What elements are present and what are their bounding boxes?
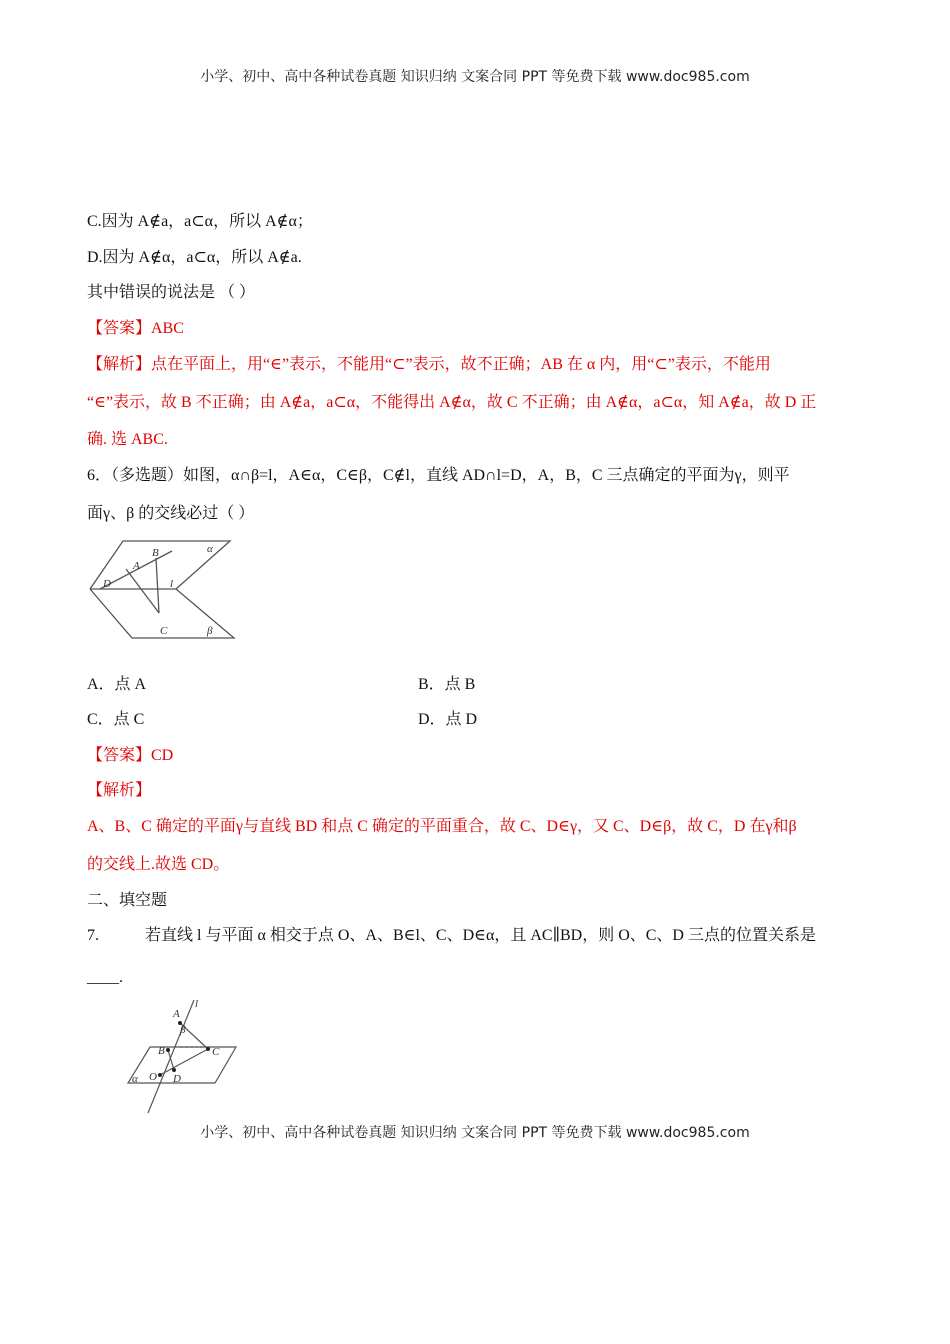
q6-answer: 【答案】CD bbox=[87, 747, 174, 764]
q6-option-b: B．点 B bbox=[418, 676, 476, 693]
q6-analysis-line: 的交线上.故选 CD。 bbox=[87, 856, 230, 873]
q7-plane-figure bbox=[120, 995, 245, 1115]
label-beta: β bbox=[180, 1024, 186, 1036]
q5-option-c: C.因为 A∉a，a⊂α，所以 A∉α； bbox=[87, 213, 313, 230]
q5-stem: 其中错误的说法是 （ ） bbox=[87, 284, 256, 301]
label-l: l bbox=[195, 998, 199, 1010]
q6-option-d: D．点 D bbox=[418, 711, 478, 728]
label-D: D bbox=[173, 1073, 181, 1085]
q5-analysis-line: 确. 选 ABC. bbox=[87, 431, 168, 448]
q7-stem: 若直线 l 与平面 α 相交于点 O、A、B∈l、C、D∈α，且 AC∥BD，则 O、C、D 三点的位置关系是 bbox=[145, 927, 816, 944]
q7-number: 7. bbox=[87, 927, 99, 944]
q6-analysis-line: A、B、C 确定的平面γ与直线 BD 和点 C 确定的平面重合，故 C、D∈γ，又 C、D∈β，故 C，D 在γ和β bbox=[87, 818, 797, 835]
q5-answer: 【答案】ABC bbox=[87, 320, 184, 337]
q5-analysis-line: 【解析】点在平面上，用“∈”表示，不能用“⊂”表示，故不正确；AB 在 α 内，用“⊂”表示，不能用 bbox=[87, 356, 771, 373]
q6-planes-figure bbox=[86, 538, 241, 644]
label-l: l bbox=[170, 578, 174, 590]
label-beta: β bbox=[207, 625, 213, 637]
label-D: D bbox=[103, 578, 111, 590]
label-O: O bbox=[149, 1071, 157, 1083]
q5-analysis-line: “∈”表示，故 B 不正确；由 A∉a，a⊂α，不能得出 A∉α，故 C 不正确；由 A∉α，a⊂α，知 A∉a，故 D 正 bbox=[87, 394, 817, 411]
label-alpha: α bbox=[207, 543, 213, 555]
label-alpha: α bbox=[132, 1073, 138, 1085]
q6-option-a: A．点 A bbox=[87, 676, 147, 693]
label-C: C bbox=[212, 1046, 220, 1058]
q6-stem-line: 6．（多选题）如图，α∩β=l，A∈α，C∈β，C∉l，直线 AD∩l=D，A，B，C 三点确定的平面为γ，则平 bbox=[87, 467, 790, 484]
q6-analysis-title: 【解析】 bbox=[87, 782, 152, 799]
q6-stem-line: 面γ、β 的交线必过（ ） bbox=[87, 505, 255, 522]
q6-option-c: C．点 C bbox=[87, 711, 145, 728]
q7-blank: ____. bbox=[87, 969, 123, 986]
label-B: B bbox=[152, 547, 159, 559]
q5-option-d: D.因为 A∉α，a⊂α，所以 A∉a. bbox=[87, 249, 302, 266]
label-B: B bbox=[158, 1045, 165, 1057]
section-heading: 二、填空题 bbox=[87, 892, 168, 909]
label-A: A bbox=[173, 1008, 180, 1020]
label-C: C bbox=[160, 625, 168, 637]
page-footer: 小学、初中、高中各种试卷真题 知识归纳 文案合同 PPT 等免费下载 www.doc985.com bbox=[200, 1125, 750, 1141]
page-header: 小学、初中、高中各种试卷真题 知识归纳 文案合同 PPT 等免费下载 www.doc985.com bbox=[200, 69, 750, 85]
label-A: A bbox=[133, 560, 140, 572]
